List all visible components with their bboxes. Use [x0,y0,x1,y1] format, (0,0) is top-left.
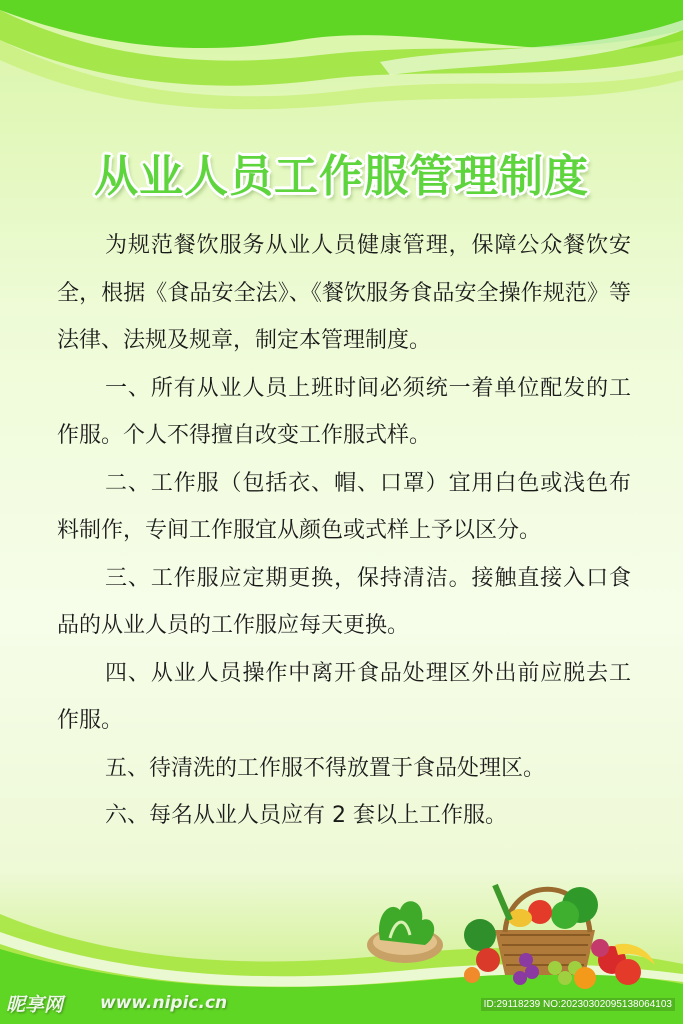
vegetable-basket-image [360,860,660,995]
rule-1: 一、所有从业人员上班时间必须统一着单位配发的工作服。个人不得擅自改变工作服式样。 [57,375,631,448]
regulation-body [57,222,631,840]
watermark-url: www.nipic.cn [100,993,228,1013]
page-title: 从业人员工作服管理制度 [94,151,589,202]
rule-4: 四、从业人员操作中离开食品处理区外出前应脱去工作服。 [57,660,631,733]
rule-2: 二、工作服（包括衣、帽、口罩）宜用白色或浅色布料制作，专间工作服宜从颜色或式样上予以区分。 [57,470,631,543]
watermark-logo: 昵享网 [6,994,64,1016]
rule-3: 三、工作服应定期更换，保持清洁。接触直接入口食品的从业人员的工作服应每天更换。 [57,565,631,638]
rule-5: 五、待清洗的工作服不得放置于食品处理区。 [105,755,546,781]
intro-paragraph: 为规范餐饮服务从业人员健康管理，保障公众餐饮安全，根据《食品安全法》、《餐饮服务食品安全操作规范》等法律、法规及规章，制定本管理制度。 [57,233,631,353]
rule-6: 六、每名从业人员应有 2 套以上工作服。 [105,803,507,828]
watermark-id: ID:29118239 NO:20230302095138064103 [481,998,675,1011]
top-wave-decoration [0,0,683,140]
